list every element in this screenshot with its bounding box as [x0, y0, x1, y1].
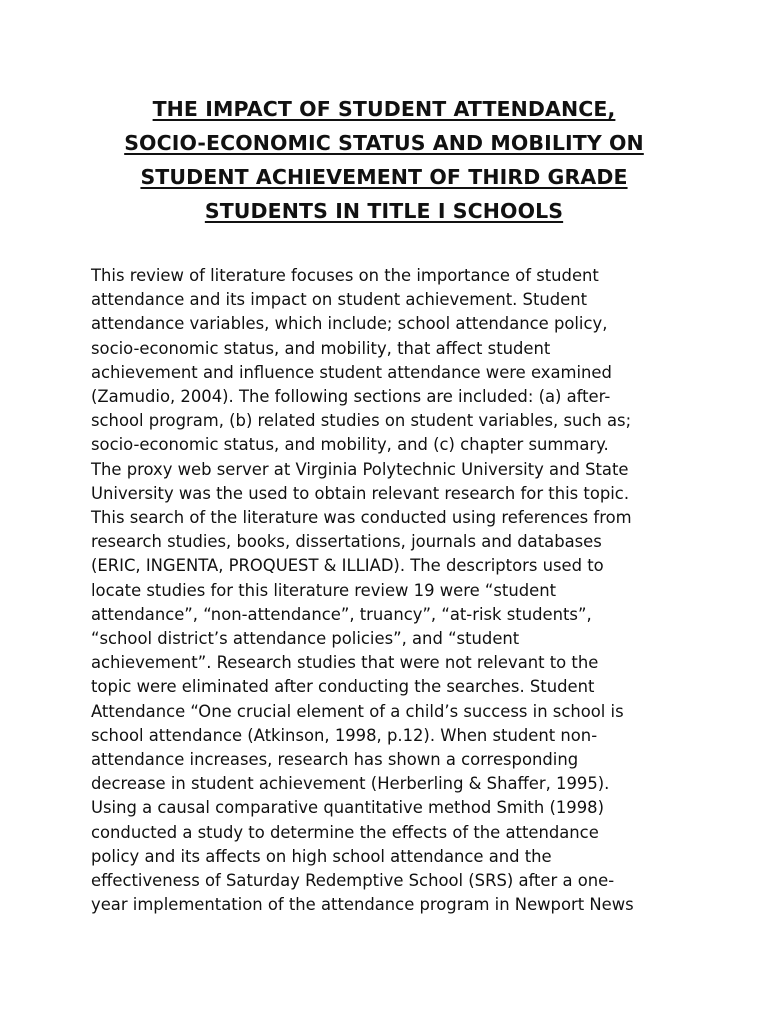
body-line: school program, (b) related studies on student variables, such as; [91, 411, 632, 431]
document-title [60, 92, 708, 228]
body-line: attendance increases, research has shown a corresponding [91, 750, 579, 770]
body-line: Using a causal comparative quantitative method Smith (1998) [91, 798, 604, 818]
body-line: socio-economic status, and mobility, that affect student [91, 338, 551, 358]
title-line: STUDENTS IN TITLE I SCHOOLS [204, 199, 564, 223]
body-line: policy and its affects on high school attendance and the [91, 846, 552, 866]
body-line: attendance and its impact on student achievement. Student [91, 290, 588, 310]
body-line: This search of the literature was conducted using references from [91, 508, 632, 528]
body-line: attendance”, “non-attendance”, truancy”, “at-risk students”, [91, 604, 592, 624]
body-line: achievement and influence student attendance were examined [91, 362, 612, 382]
title-line: THE IMPACT OF STUDENT ATTENDANCE, [152, 97, 616, 121]
body-line: locate studies for this literature review 19 were “student [91, 580, 557, 600]
body-line: socio-economic status, and mobility, and (c) chapter summary. [91, 435, 609, 455]
body-line: attendance variables, which include; school attendance policy, [91, 314, 608, 334]
title-line: STUDENT ACHIEVEMENT OF THIRD GRADE [140, 165, 628, 189]
title-line: SOCIO-ECONOMIC STATUS AND MOBILITY ON [124, 131, 644, 155]
body-line: This review of literature focuses on the importance of student [91, 266, 599, 285]
body-line: effectiveness of Saturday Redemptive School (SRS) after a one- [91, 871, 615, 891]
body-line: (Zamudio, 2004). The following sections are included: (a) after- [91, 387, 611, 407]
body-paragraph [91, 264, 691, 917]
body-line: The proxy web server at Virginia Polytechnic University and State [91, 459, 629, 479]
body-line: achievement”. Research studies that were not relevant to the [91, 653, 599, 673]
body-line: Attendance “One crucial element of a child’s success in school is [91, 701, 624, 721]
body-line: research studies, books, dissertations, journals and databases [91, 532, 602, 552]
body-line: “school district’s attendance policies”, and “student [91, 629, 520, 649]
body-line: University was the used to obtain relevant research for this topic. [91, 483, 630, 503]
body-line: conducted a study to determine the effects of the attendance [91, 822, 599, 842]
body-line: topic were eliminated after conducting the searches. Student [91, 677, 595, 697]
body-line: school attendance (Atkinson, 1998, p.12). When student non- [91, 725, 598, 745]
body-line: decrease in student achievement (Herberling & Shaffer, 1995). [91, 774, 610, 794]
body-line: year implementation of the attendance program in Newport News [91, 895, 634, 915]
body-line: (ERIC, INGENTA, PROQUEST & ILLIAD). The descriptors used to [91, 556, 604, 576]
